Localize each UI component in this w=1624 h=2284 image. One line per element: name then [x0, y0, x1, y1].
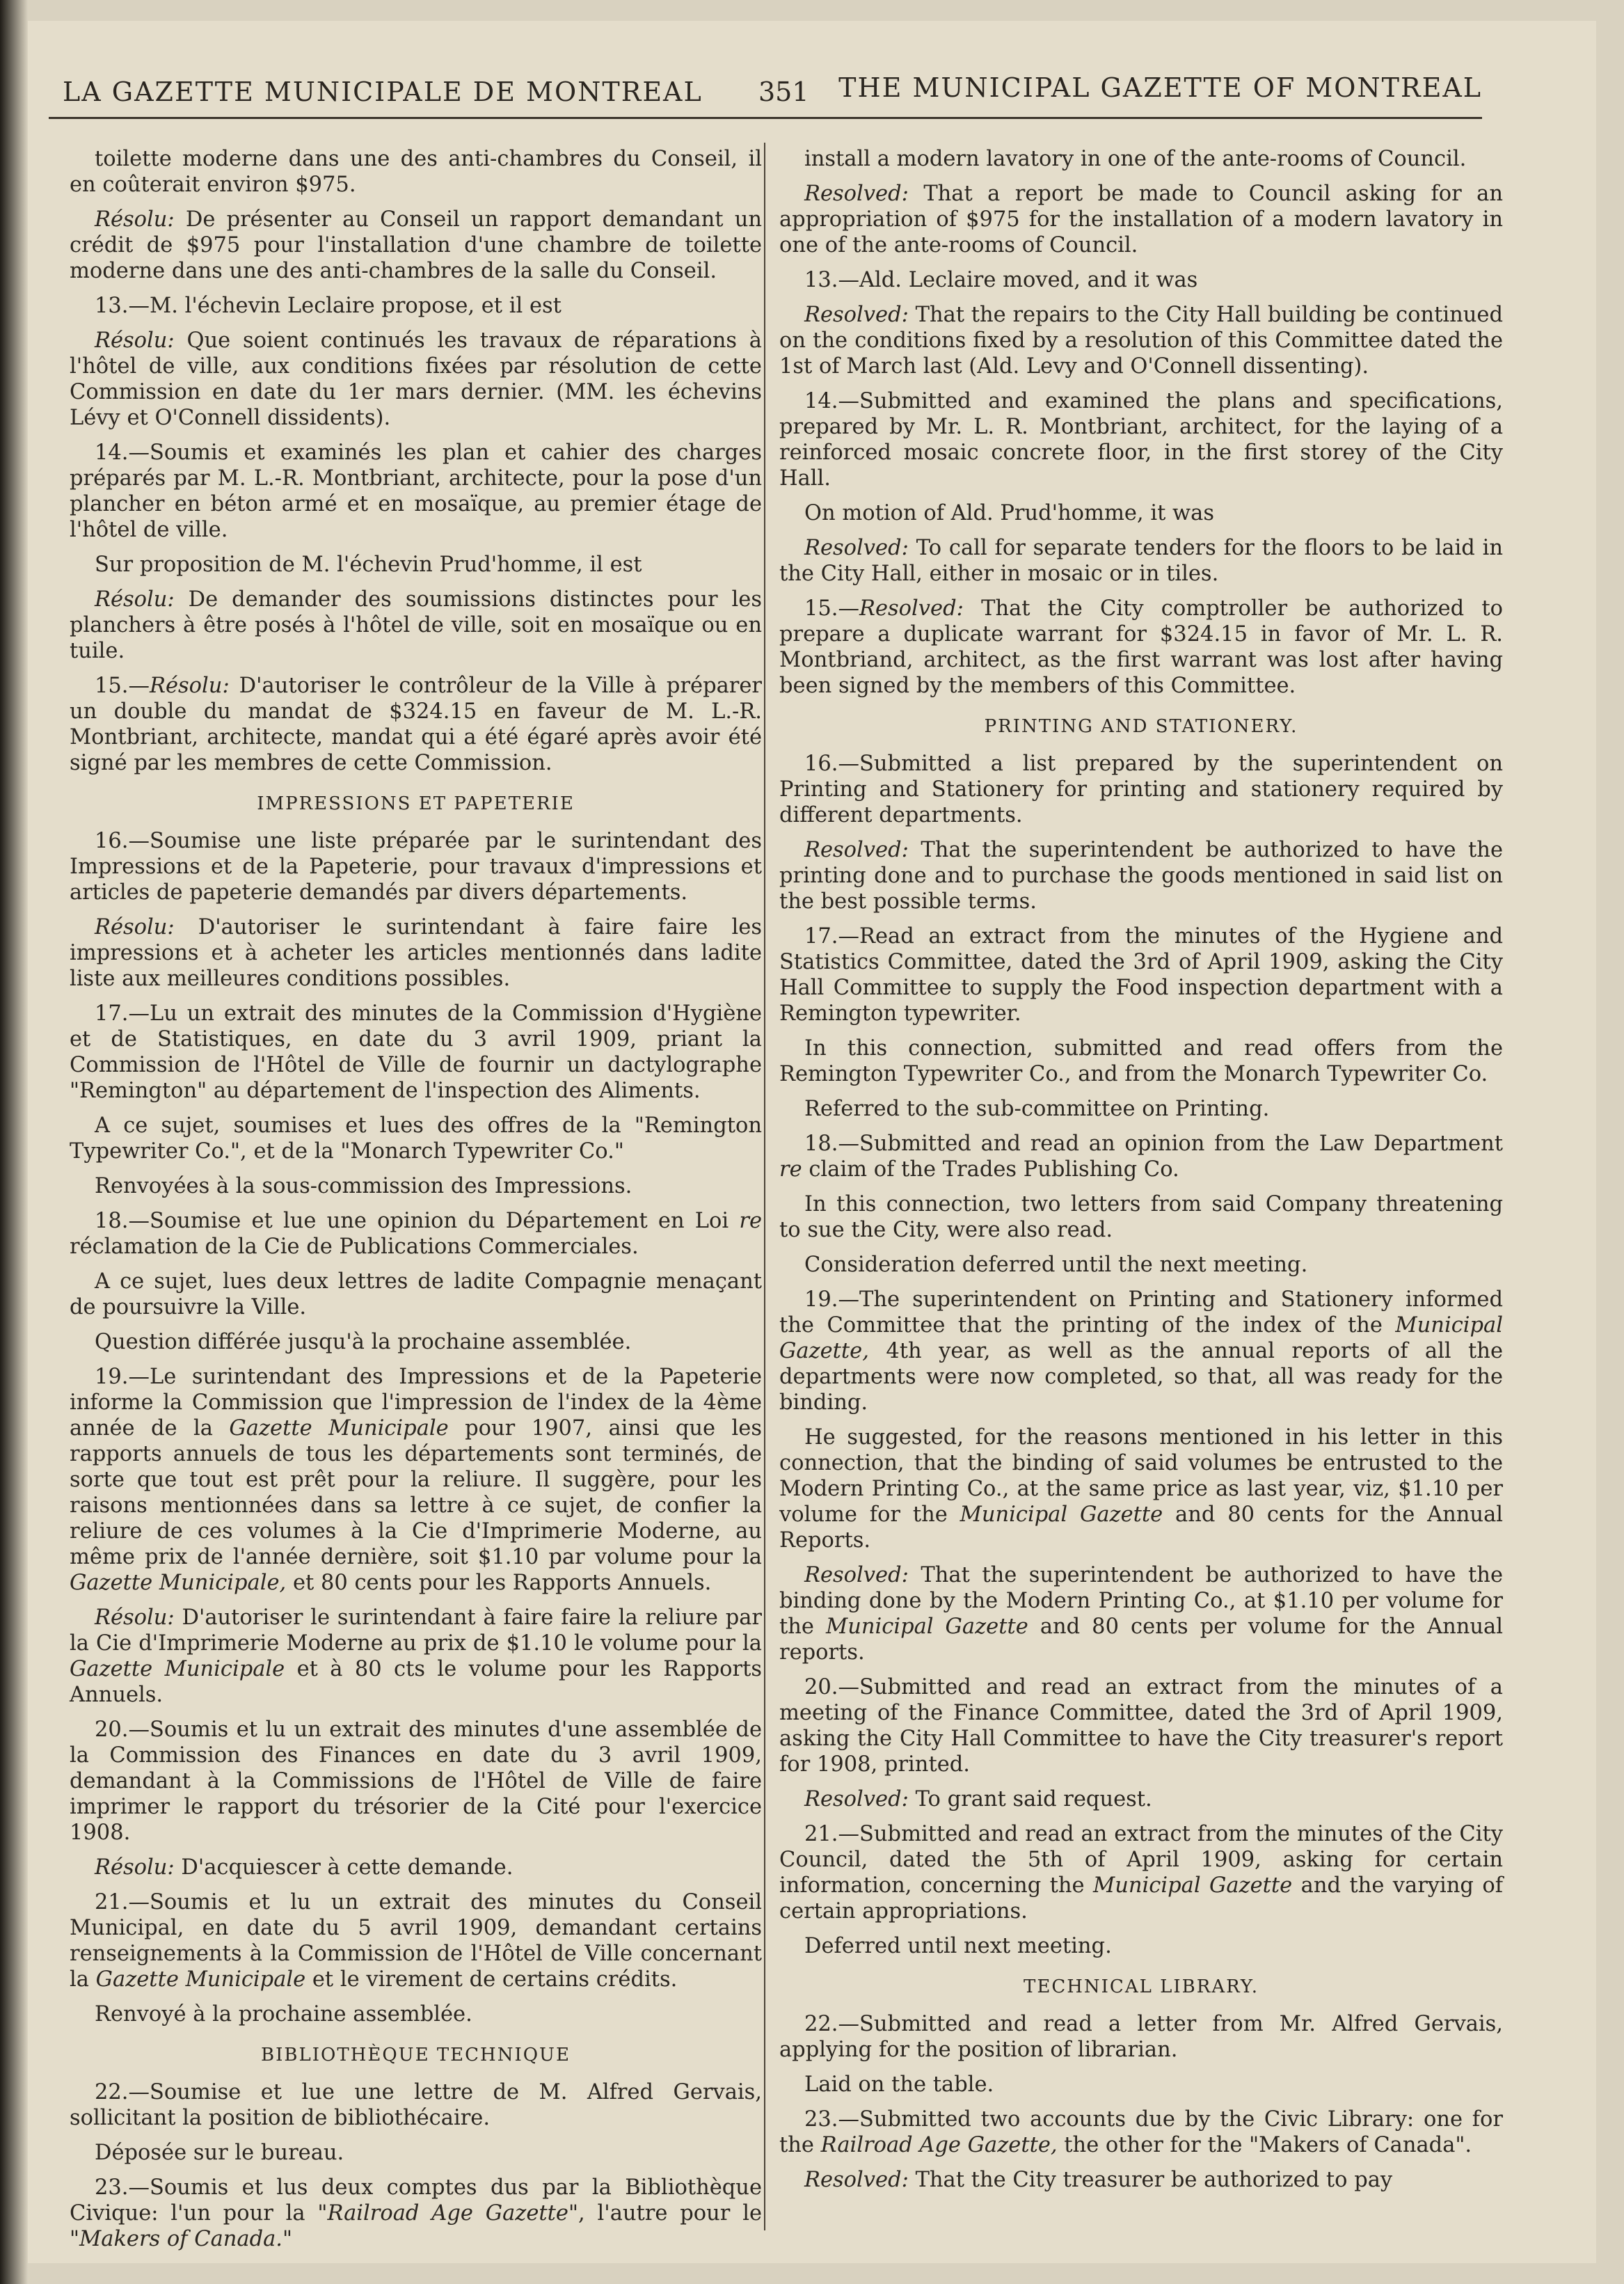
paragraph: A ce sujet, soumises et lues des offres de la "Remington Typewriter Co.", et de la "Monarch Typewriter Co.": [70, 1113, 762, 1164]
paragraph: 20.—Submitted and read an extract from the minutes of a meeting of the Finance Committee, dated the 3rd of April 1909, asking the City Hall Committee to have the City treasurer's report for 1908, printed.: [779, 1675, 1503, 1777]
section-heading: TECHNICAL LIBRARY.: [1024, 1976, 1259, 1997]
paragraph: Referred to the sub-committee on Printing.: [804, 1097, 1270, 1121]
paragraph: Consideration deferred until the next meeting.: [804, 1253, 1308, 1277]
gazette-page: [28, 21, 1596, 2263]
paragraph: Résolu: De présenter au Conseil un rapport demandant un crédit de $975 pour l'installation d'une chambre de toilette moderne dans une des anti-chambres de la salle du Conseil.: [70, 207, 762, 283]
english-column: [779, 146, 1503, 2202]
header-english-title: THE MUNICIPAL GAZETTE OF MONTREAL: [838, 72, 1482, 103]
paragraph: 13.—M. l'échevin Leclaire propose, et il est: [95, 294, 562, 318]
page-number: 351: [758, 77, 809, 107]
header-rule: [49, 117, 1482, 119]
paragraph: Resolved: To call for separate tenders for the floors to be laid in the City Hall, either in mosaic or in tiles.: [779, 536, 1503, 586]
paragraph: 16.—Submitted a list prepared by the superintendent on Printing and Stationery for printing and stationery required by different departments.: [779, 752, 1503, 827]
paragraph: 19.—The superintendent on Printing and Stationery informed the Committee that the printing of the index of the Municipal Gazette, 4th year, as well as the annual reports of all the departments were now completed, so that, all was ready for the binding.: [779, 1287, 1503, 1415]
paragraph: In this connection, submitted and read offers from the Remington Typewriter Co., and from the Monarch Typewriter Co.: [779, 1036, 1503, 1086]
paragraph: 20.—Soumis et lu un extrait des minutes d'une assemblée de la Commission des Finances en date du 3 avril 1909, demandant à la Commissions de l'Hôtel de Ville de faire imprimer le rapport du trésorier de la Cité pour l'exercice 1908.: [70, 1718, 762, 1845]
paragraph: 23.—Soumis et lus deux comptes dus par la Bibliothèque Civique: l'un pour la "Railroad Age Gazette", l'autre pour le "Makers of Canada.": [70, 2175, 763, 2251]
paragraph: Resolved: That the repairs to the City Hall building be continued on the conditions fixed by a resolution of this Committee dated the 1st of March last (Ald. Levy and O'Connell dissenting).: [779, 303, 1503, 379]
paragraph: 14.—Submitted and examined the plans and specifications, prepared by Mr. L. R. Montbriant, architect, for the laying of a reinforced mosaic concrete floor, in the first storey of the City Hall.: [779, 389, 1503, 491]
paragraph: On motion of Ald. Prud'homme, it was: [804, 501, 1214, 525]
paragraph: 17.—Lu un extrait des minutes de la Commission d'Hygiène et de Statistiques, en date du 3 avril 1909, priant la Commission de l'Hôtel de Ville de fournir un dactylographe "Remington" au département de l'inspection des Aliments.: [70, 1001, 762, 1103]
paragraph: Résolu: D'autoriser le surintendant à faire faire la reliure par la Cie d'Imprimerie Moderne au prix de $1.10 le volume pour la Gazette Municipale et à 80 cts le volume pour les Rapports Annuels.: [70, 1605, 762, 1707]
paragraph: 18.—Submitted and read an opinion from the Law Department re claim of the Trades Publishing Co.: [779, 1132, 1503, 1182]
paragraph: Deferred until next meeting.: [804, 1934, 1112, 1958]
section-heading: PRINTING AND STATIONERY.: [984, 716, 1298, 737]
page-edge-shadow: [0, 0, 28, 2284]
paragraph: Résolu: D'acquiescer à cette demande.: [95, 1855, 514, 1880]
paragraph: 21.—Soumis et lu un extrait des minutes du Conseil Municipal, en date du 5 avril 1909, demandant certains renseignements à la Commission de l'Hôtel de Ville concernant la Gazette Municipale et le virement de certains crédits.: [70, 1890, 762, 1992]
paragraph: Resolved: That the superintendent be authorized to have the binding done by the Modern Printing Co., at $1.10 per volume for the Municipal Gazette and 80 cents per volume for the Annual reports.: [779, 1563, 1503, 1665]
paragraph: A ce sujet, lues deux lettres de ladite Compagnie menaçant de poursuivre la Ville.: [70, 1269, 762, 1319]
paragraph: Laid on the table.: [804, 2072, 994, 2097]
paragraph: Résolu: De demander des soumissions distinctes pour les planchers à être posés à l'hôtel de ville, soit en mosaïque ou en tuile.: [70, 587, 762, 663]
section-heading: BIBLIOTHÈQUE TECHNIQUE: [261, 2045, 571, 2065]
paragraph: 22.—Submitted and read a letter from Mr. Alfred Gervais, applying for the position of librarian.: [779, 2012, 1503, 2062]
paragraph: Résolu: D'autoriser le surintendant à faire faire les impressions et à acheter les articles mentionnés dans ladite liste aux meilleures conditions possibles.: [70, 915, 762, 991]
paragraph: 15.—Resolved: That the City comptroller be authorized to prepare a duplicate warrant for $324.15 in favor of Mr. L. R. Montbriand, architect, as the first warrant was lost after having been signed by the members of this Committee.: [779, 596, 1503, 698]
paragraph: toilette moderne dans une des anti-chambres du Conseil, il en coûterait environ $975.: [70, 147, 762, 197]
paragraph: install a modern lavatory in one of the ante-rooms of Council.: [804, 147, 1467, 171]
paragraph: 17.—Read an extract from the minutes of the Hygiene and Statistics Committee, dated the 3rd of April 1909, asking the City Hall Committee to supply the Food inspection department with a Remington typewriter.: [779, 924, 1503, 1026]
paragraph: Déposée sur le bureau.: [95, 2141, 344, 2165]
paragraph: 18.—Soumise et lue une opinion du Département en Loi re réclamation de la Cie de Publications Commerciales.: [70, 1209, 762, 1259]
paragraph: Resolved: That the City treasurer be authorized to pay: [804, 2168, 1393, 2192]
paragraph: 15.—Résolu: D'autoriser le contrôleur de la Ville à préparer un double du mandat de $324.15 en faveur de M. L.-R. Montbriant, architecte, mandat qui a été égaré après avoir été signé par les membres de cette Commission.: [70, 674, 762, 775]
paragraph: 16.—Soumise une liste préparée par le surintendant des Impressions et de la Papeterie, pour travaux d'impressions et articles de papeterie demandés par divers départements.: [70, 829, 762, 905]
paragraph: 23.—Submitted two accounts due by the Civic Library: one for the Railroad Age Gazette, the other for the "Makers of Canada".: [779, 2107, 1503, 2157]
paragraph: Resolved: That the superintendent be authorized to have the printing done and to purchase the goods mentioned in said list on the best possible terms.: [779, 838, 1503, 914]
paragraph: 14.—Soumis et examinés les plan et cahier des charges préparés par M. L.-R. Montbriant, architecte, pour la pose d'un plancher en béton armé et en mosaïque, au premier étage de l'hôtel de ville.: [70, 441, 762, 542]
paragraph: 22.—Soumise et lue une lettre de M. Alfred Gervais, sollicitant la position de bibliothécaire.: [70, 2080, 762, 2130]
header-french-title: LA GAZETTE MUNICIPALE DE MONTREAL: [63, 77, 703, 107]
paragraph: 21.—Submitted and read an extract from the minutes of the City Council, dated the 5th of April 1909, asking for certain information, concerning the Municipal Gazette and the varying of certain appropriations.: [779, 1822, 1503, 1924]
paragraph: Sur proposition de M. l'échevin Prud'homme, il est: [95, 553, 642, 577]
paragraph: Renvoyées à la sous-commission des Impressions.: [95, 1174, 632, 1198]
french-column: [70, 146, 762, 2261]
column-divider: [764, 143, 765, 2230]
paragraph: Resolved: That a report be made to Council asking for an appropriation of $975 for the installation of a modern lavatory in one of the ante-rooms of Council.: [779, 182, 1503, 257]
paragraph: He suggested, for the reasons mentioned in his letter in this connection, that the binding of said volumes be entrusted to the Modern Printing Co., at the same price as last year, viz, $1.10 per volume for the Municipal Gazette and 80 cents for the Annual Reports.: [779, 1425, 1504, 1553]
page-header: [63, 56, 1482, 118]
paragraph: Renvoyé à la prochaine assemblée.: [95, 2002, 472, 2027]
paragraph: In this connection, two letters from said Company threatening to sue the City, were also read.: [779, 1192, 1503, 1242]
paragraph: 13.—Ald. Leclaire moved, and it was: [804, 268, 1198, 292]
section-heading: IMPRESSIONS ET PAPETERIE: [257, 793, 575, 814]
paragraph: 19.—Le surintendant des Impressions et de la Papeterie informe la Commission que l'impression de l'index de la 4ème année de la Gazette Municipale pour 1907, ainsi que les rapports annuels de tous les départements sont terminés, de sorte que tout est prêt pour la reliure. Il suggère, pour les raisons mentionnées dans sa lettre à ce sujet, de confier la reliure de ces volumes à la Cie d'Imprimerie Moderne, au même prix de l'année dernière, soit $1.10 par volume pour la Gazette Municipale, et 80 cents pour les Rapports Annuels.: [70, 1365, 762, 1595]
paragraph: Résolu: Que soient continués les travaux de réparations à l'hôtel de ville, aux conditions fixées par résolution de cette Commission en date du 1er mars dernier. (MM. les échevins Lévy et O'Connell dissidents).: [70, 328, 762, 430]
paragraph: Resolved: To grant said request.: [804, 1787, 1152, 1811]
paragraph: Question différée jusqu'à la prochaine assemblée.: [95, 1330, 632, 1354]
